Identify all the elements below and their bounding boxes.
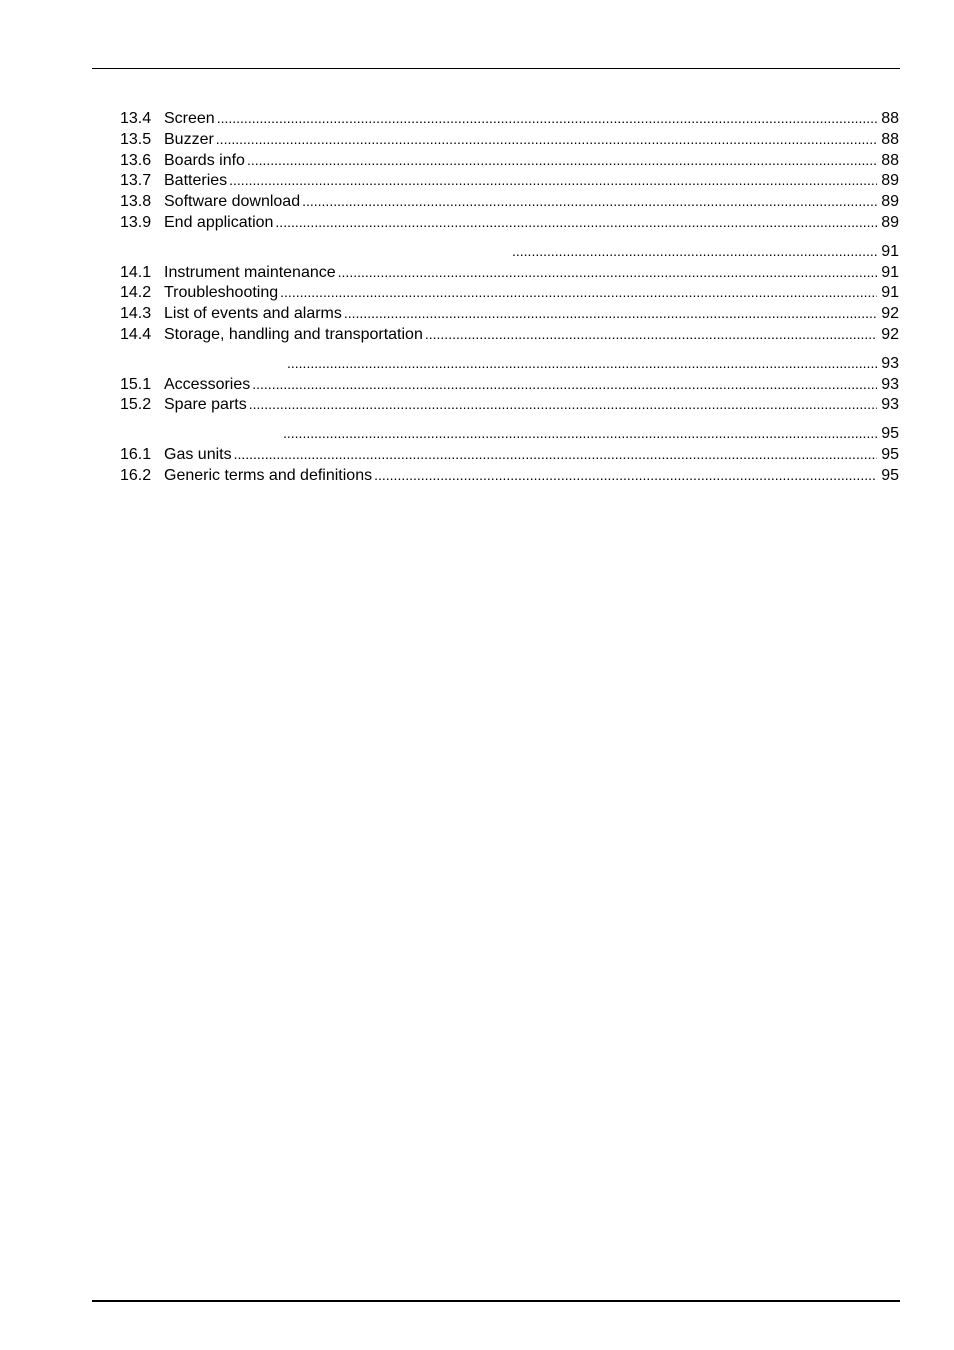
header-rule — [92, 68, 900, 69]
toc-entry-number: 16.1 — [120, 445, 152, 463]
toc-entry-page: 95 — [881, 466, 899, 484]
toc-chapter-entry[interactable] — [120, 241, 899, 262]
toc-entry[interactable] — [120, 444, 899, 465]
toc-entry[interactable] — [120, 108, 899, 129]
toc-entry-number: 14.4 — [120, 325, 152, 343]
toc-entry-title: Boards info — [164, 151, 245, 169]
toc-entry-page: 91 — [881, 263, 899, 281]
toc-entry[interactable] — [120, 465, 899, 486]
toc-entry-title: Troubleshooting — [164, 284, 279, 302]
toc-entry-number: 13.6 — [120, 151, 152, 169]
toc-entry-title: Gas units — [164, 445, 232, 463]
toc-entry-page: 88 — [881, 151, 899, 169]
toc-leader-dots — [234, 444, 877, 465]
toc-entry-title: Instrument maintenance — [164, 263, 336, 281]
toc-chapter-page: 91 — [881, 242, 899, 260]
toc-leader-dots — [338, 262, 877, 283]
toc-chapter-entry[interactable] — [120, 423, 899, 444]
toc-entry-page: 95 — [881, 445, 899, 463]
toc-leader-dots — [249, 394, 877, 415]
toc-entry-title: Software download — [164, 193, 301, 211]
toc-entry-page: 89 — [881, 193, 899, 211]
toc-entry-number: 13.9 — [120, 213, 152, 231]
toc-entry-number: 16.2 — [120, 466, 152, 484]
toc-chapter-entry[interactable] — [120, 353, 899, 374]
toc-entry-title: Batteries — [164, 172, 228, 190]
toc-entry-page: 92 — [881, 305, 899, 323]
toc-entry-title: Storage, handling and transportation — [164, 325, 423, 343]
toc-leader-dots — [275, 212, 877, 233]
toc-entry-page: 93 — [881, 396, 899, 414]
footer-rule — [92, 1300, 900, 1302]
toc-entry-number: 14.3 — [120, 305, 152, 323]
toc-leader-dots — [216, 129, 877, 150]
toc-entry[interactable] — [120, 129, 899, 150]
toc-entry-page: 89 — [881, 213, 899, 231]
toc-entry-page: 93 — [881, 375, 899, 393]
toc-leader-dots — [280, 282, 877, 303]
toc-leader-dots — [374, 465, 877, 486]
toc-entry[interactable] — [120, 303, 899, 324]
table-of-contents — [120, 108, 899, 486]
toc-entry[interactable] — [120, 394, 899, 415]
toc-entry-title: Spare parts — [164, 396, 247, 414]
toc-entry[interactable] — [120, 191, 899, 212]
toc-chapter-page: 93 — [881, 354, 899, 372]
toc-leader-dots — [512, 241, 877, 262]
toc-entry-number: 13.7 — [120, 172, 152, 190]
toc-entry-page: 88 — [881, 130, 899, 148]
toc-entry-number: 13.4 — [120, 110, 152, 127]
toc-entry-number: 15.2 — [120, 396, 152, 414]
toc-leader-dots — [247, 150, 877, 171]
toc-entry-number: 15.1 — [120, 375, 152, 393]
toc-leader-dots — [302, 191, 877, 212]
toc-entry-title: Accessories — [164, 375, 251, 393]
toc-entry[interactable] — [120, 374, 899, 395]
toc-entry-title: Screen — [164, 110, 215, 127]
toc-leader-dots — [217, 108, 877, 129]
toc-entry-title: List of events and alarms — [164, 305, 342, 323]
toc-leader-dots — [344, 303, 877, 324]
toc-entry-number: 13.8 — [120, 193, 152, 211]
toc-entry-page: 88 — [881, 110, 899, 127]
toc-chapter-page: 95 — [881, 425, 899, 443]
toc-entry[interactable] — [120, 282, 899, 303]
toc-entry-title: Buzzer — [164, 130, 214, 148]
toc-entry-number: 14.2 — [120, 284, 152, 302]
toc-entry[interactable] — [120, 262, 899, 283]
toc-leader-dots — [229, 170, 877, 191]
toc-leader-dots — [287, 353, 877, 374]
toc-leader-dots — [252, 374, 877, 395]
toc-leader-dots — [283, 423, 877, 444]
toc-entry-page: 91 — [881, 284, 899, 302]
toc-entry-page: 92 — [881, 325, 899, 343]
toc-entry-title: End application — [164, 213, 274, 231]
toc-entry[interactable] — [120, 150, 899, 171]
toc-entry[interactable] — [120, 212, 899, 233]
toc-entry-number: 13.5 — [120, 130, 152, 148]
toc-leader-dots — [425, 324, 877, 345]
toc-entry[interactable] — [120, 324, 899, 345]
toc-entry-title: Generic terms and definitions — [164, 466, 373, 484]
toc-entry[interactable] — [120, 170, 899, 191]
toc-entry-page: 89 — [881, 172, 899, 190]
toc-entry-number: 14.1 — [120, 263, 152, 281]
